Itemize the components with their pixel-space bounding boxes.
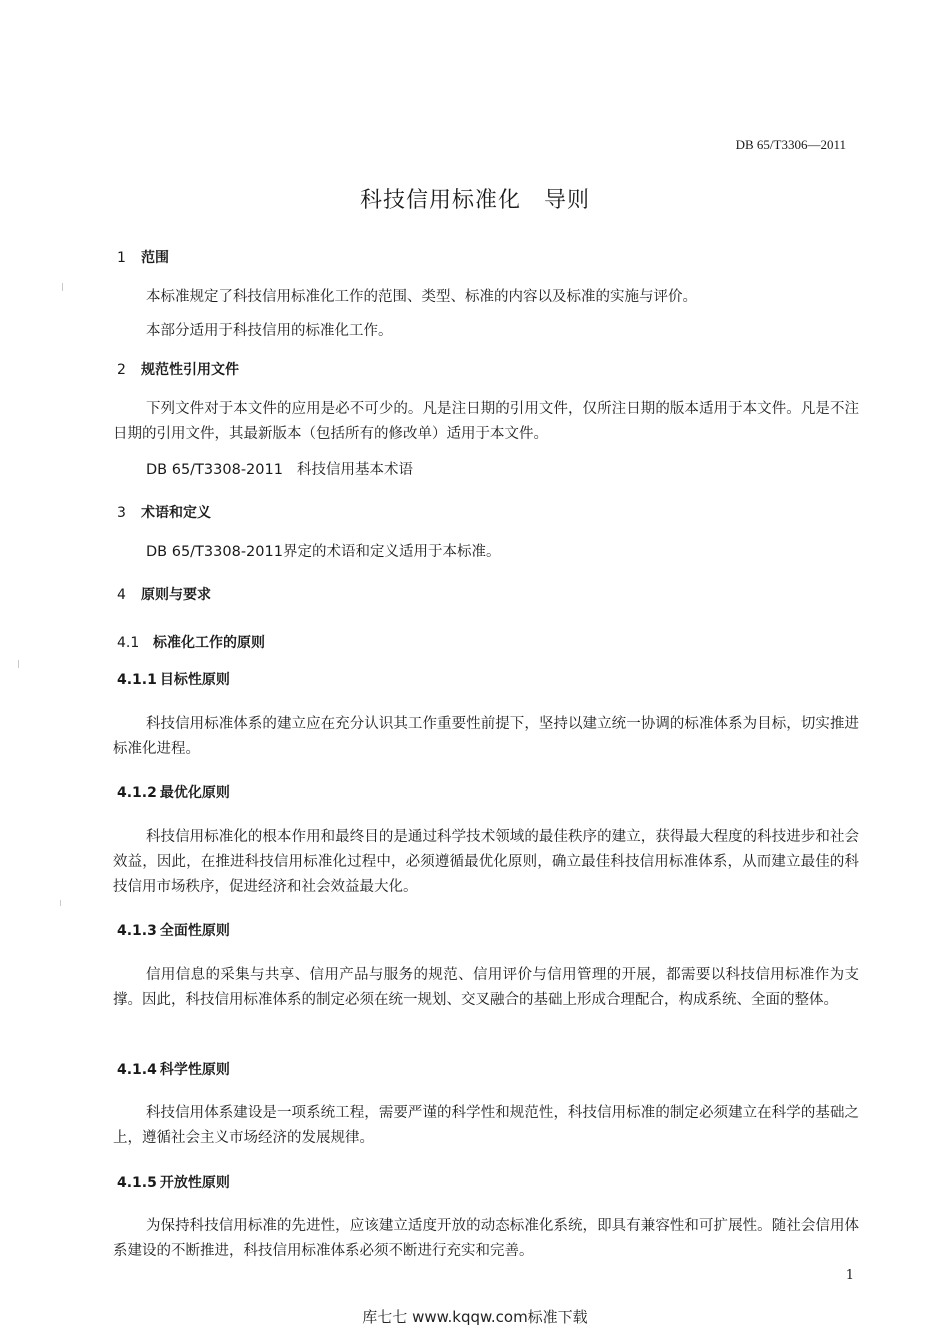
section-title: 规范性引用文件 — [141, 362, 239, 378]
clause-title: 科学性原则 — [159, 1062, 230, 1078]
clause-title: 目标性原则 — [159, 672, 230, 688]
subsection-heading-4-1 — [117, 632, 265, 652]
clause-title: 全面性原则 — [159, 923, 230, 939]
section-number: 1 — [117, 250, 126, 266]
paragraph: 科技信用标准体系的建立应在充分认识其工作重要性前提下，坚持以建立统一协调的标准体系为目标，切实推进标准化进程。 — [113, 716, 859, 757]
section-number: 3 — [117, 505, 126, 521]
clause-heading-4-1-5 — [117, 1172, 230, 1192]
clause-heading-4-1-1 — [117, 669, 230, 689]
section-number: 4 — [117, 587, 126, 603]
section-heading-1 — [117, 247, 169, 267]
clause-number: 4.1.2 — [117, 785, 157, 801]
clause-number: 4.1.4 — [117, 1062, 157, 1078]
download-watermark: 库七七 www.kqqw.com标准下载 — [362, 1308, 588, 1326]
clause-heading-4-1-2 — [117, 782, 230, 802]
clause-number: 4.1.1 — [117, 672, 157, 688]
section-number: 2 — [117, 362, 126, 378]
page-number: 1 — [845, 1268, 854, 1283]
paragraph: 下列文件对于本文件的应用是必不可少的。凡是注日期的引用文件，仅所注日期的版本适用于本文件。凡是不注日期的引用文件，其最新版本（包括所有的修改单）适用于本文件。 — [113, 401, 859, 442]
clause-title: 开放性原则 — [159, 1175, 230, 1191]
paragraph: 科技信用标准化的根本作用和最终目的是通过科学技术领域的最佳秩序的建立，获得最大程度的科技进步和社会效益，因此，在推进科技信用标准化过程中，必须遵循最优化原则，确立最佳科技信用标准体系，从而建立最佳的科技信用市场秩序，促进经济和社会效益最大化。 — [113, 829, 859, 895]
clause-title: 最优化原则 — [159, 785, 230, 801]
scan-mark — [62, 283, 63, 291]
paragraph: 本标准规定了科技信用标准化工作的范围、类型、标准的内容以及标准的实施与评价。 — [146, 289, 697, 305]
document-title: 科技信用标准化 导则 — [359, 188, 590, 213]
clause-number: 4.1.5 — [117, 1175, 157, 1191]
clause-heading-4-1-3 — [117, 920, 230, 940]
normative-reference — [146, 458, 413, 479]
paragraph: 科技信用体系建设是一项系统工程，需要严谨的科学性和规范性，科技信用标准的制定必须建立在科学的基础之上，遵循社会主义市场经济的发展规律。 — [113, 1105, 859, 1146]
section-heading-4 — [117, 584, 211, 604]
section-title: 原则与要求 — [141, 587, 211, 603]
section-title: 术语和定义 — [141, 505, 211, 521]
paragraph: DB 65/T3308-2011界定的术语和定义适用于本标准。 — [146, 544, 501, 560]
reference-title: 科技信用基本术语 — [296, 462, 413, 478]
reference-code: DB 65/T3308-2011 — [146, 462, 283, 478]
subsection-title: 标准化工作的原则 — [153, 635, 265, 651]
section-heading-2 — [117, 359, 239, 379]
section-heading-3 — [117, 502, 211, 522]
paragraph: 为保持科技信用标准的先进性，应该建立适度开放的动态标准化系统，即具有兼容性和可扩展性。随社会信用体系建设的不断推进，科技信用标准体系必须不断进行充实和完善。 — [113, 1218, 859, 1259]
section-title: 范围 — [141, 250, 169, 266]
document-code: DB 65/T3306—2011 — [735, 137, 846, 152]
paragraph: 本部分适用于科技信用的标准化工作。 — [146, 323, 393, 339]
paragraph: 信用信息的采集与共享、信用产品与服务的规范、信用评价与信用管理的开展，都需要以科技信用标准作为支撑。因此，科技信用标准体系的制定必须在统一规划、交叉融合的基础上形成合理配合，构成系统、全面的整体。 — [113, 967, 859, 1008]
clause-number: 4.1.3 — [117, 923, 157, 939]
subsection-number: 4.1 — [117, 635, 140, 651]
clause-heading-4-1-4 — [117, 1059, 230, 1079]
scan-mark — [18, 660, 19, 668]
scan-mark — [60, 900, 61, 906]
